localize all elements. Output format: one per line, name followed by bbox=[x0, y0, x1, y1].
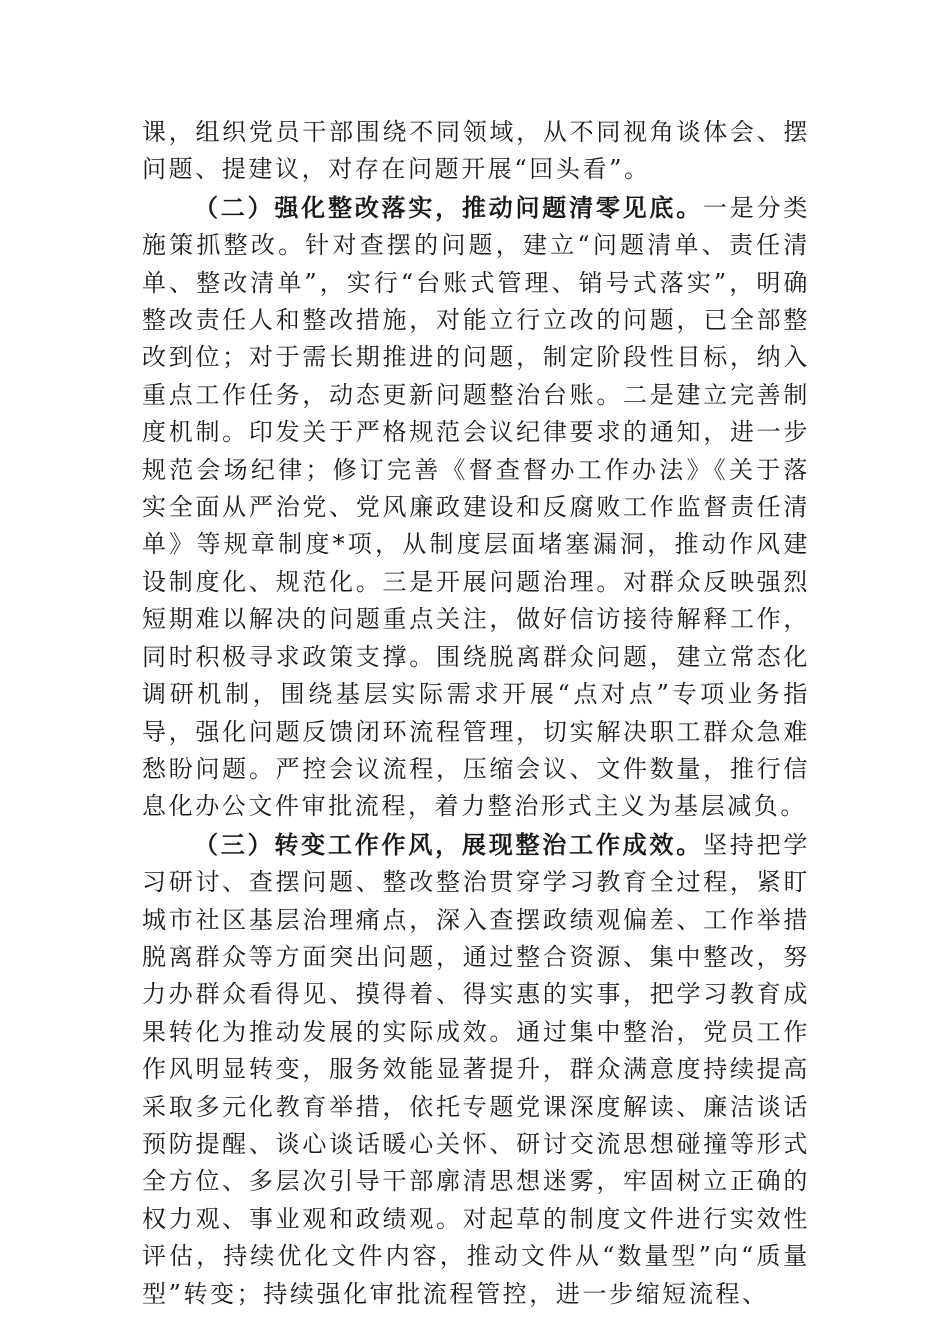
section-heading: （二）强化整改落实，推动问题清零见底。 bbox=[194, 192, 704, 222]
paragraph-section-three bbox=[142, 826, 810, 1313]
paragraph-body: 一是分类施策抓整改。针对查摆的问题，建立“问题清单、责任清单、整改清单”，实行“台账式管理、销号式落实”，明确整改责任人和整改措施，对能立行立改的问题，已全部整改到位；对于需长期推进的问题，制定阶段性目标，纳入重点工作任务，动态更新问题整治台账。二是建立完善制度机制。印发关于严格规范会议纪律要求的通知，进一步规范会场纪律；修订完善《督查督办工作办法》《关于落实全面从严治党、党风廉政建设和反腐败工作监督责任清单》等规章制度*项，从制度层面堵塞漏洞，推动作风建设制度化、规范化。三是开展问题治理。对群众反映强烈短期难以解决的问题重点关注，做好信访接待解释工作，同时积极寻求政策支撑。围绕脱离群众问题，建立常态化调研机制，围绕基层实际需求开展“点对点”专项业务指导，强化问题反馈闭环流程管理，切实解决职工群众急难愁盼问题。严控会议流程，压缩会议、文件数量，推行信息化办公文件审批流程，着力整治形式主义为基层减负。 bbox=[142, 193, 810, 821]
paragraph-body: 坚持把学习研讨、查摆问题、整改整治贯穿学习教育全过程，紧盯城市社区基层治理痛点，深入查摆政绩观偏差、工作举措脱离群众等方面突出问题，通过整合资源、集中整改，努力办群众看得见、摸得着、得实惠的实事，把学习教育成果转化为推动发展的实际成效。通过集中整治，党员工作作风明显转变，服务效能显著提升，群众满意度持续提高采取多元化教育举措，依托专题党课深度解读、廉洁谈话预防提醒、谈心谈话暖心关怀、研讨交流思想碰撞等形式全方位、多层次引导干部廓清思想迷雾，牢固树立正确的权力观、事业观和政绩观。对起草的制度文件进行实效性评估，持续优化文件内容，推动文件从“数量型”向“质量型”转变；持续强化审批流程管控，进一步缩短流程、 bbox=[142, 830, 810, 1308]
paragraph-section-two bbox=[142, 189, 810, 826]
section-heading: （三）转变工作作风，展现整治工作成效。 bbox=[194, 829, 704, 859]
paragraph-continuation bbox=[142, 114, 810, 189]
paragraph-body: 课，组织党员干部围绕不同领域，从不同视角谈体会、摆问题、提建议，对存在问题开展“回头看”。 bbox=[142, 118, 810, 184]
document-body bbox=[142, 114, 810, 1313]
